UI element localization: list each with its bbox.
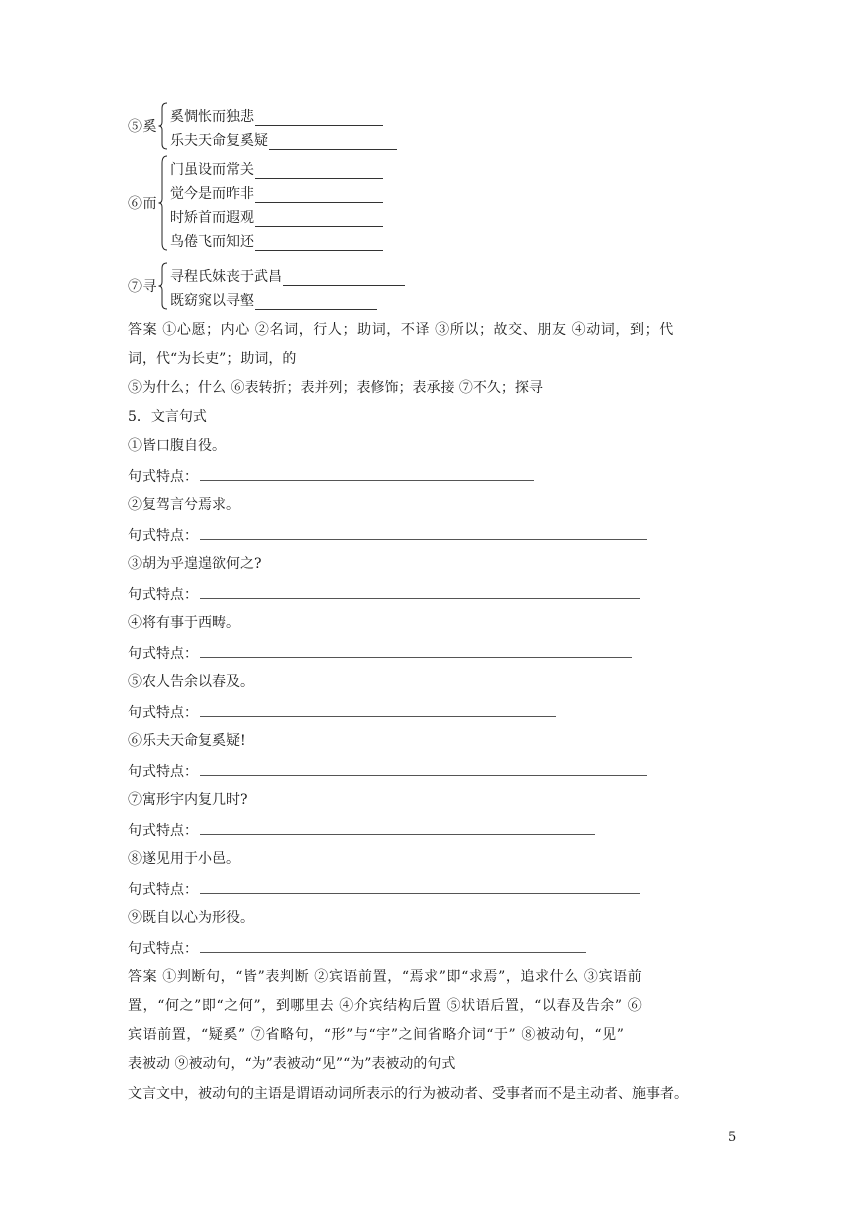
answer-blank[interactable] — [283, 269, 405, 286]
word-group-xun — [128, 262, 405, 310]
group-label: ⑦寻 — [128, 279, 157, 295]
answer-line: 宾语前置，“疑奚” ⑦省略句，“形”与“宇”之间省略介词“于” ⑧被动句，“见” — [128, 1027, 625, 1043]
group-item: 乐夫天命复奚疑 — [170, 126, 397, 150]
answer-line: 答案 ①心愿；内心 ②名词，行人；助词，不译 ③所以；故交、朋友 ④动词，到；代 — [128, 322, 674, 338]
answer-rule[interactable] — [200, 879, 640, 894]
question: ⑨既自以心为形役。 — [128, 910, 254, 926]
answer-rule[interactable] — [200, 584, 640, 599]
answer-line: 答案 ①判断句，“皆”表判断 ②宾语前置，“焉求”即“求焉”，追求什么 ③宾语前 — [128, 969, 643, 985]
group-item: 既窈窕以寻壑 — [170, 286, 405, 310]
feature-line: 句式特点： — [128, 761, 647, 782]
answer-rule[interactable] — [200, 820, 595, 835]
brace-icon — [158, 155, 168, 251]
question: ⑦寓形宇内复几时? — [128, 792, 248, 808]
answer-rule[interactable] — [200, 761, 647, 776]
group-item: 门虽设而常关 — [170, 155, 383, 179]
question: ⑧遂见用于小邑。 — [128, 851, 240, 867]
answer-blank[interactable] — [255, 109, 383, 126]
answer-blank[interactable] — [255, 186, 383, 203]
group-item: 时矫首而遐观 — [170, 203, 383, 227]
answer-blank[interactable] — [255, 162, 383, 179]
answer-rule[interactable] — [200, 702, 556, 717]
feature-line: 句式特点： — [128, 584, 640, 605]
feature-line: 句式特点： — [128, 879, 640, 900]
answer-blank[interactable] — [255, 293, 377, 310]
group-label: ⑥而 — [128, 196, 157, 212]
question: ①皆口腹自役。 — [128, 438, 226, 454]
question: ⑥乐夫天命复奚疑! — [128, 733, 246, 749]
note-text: 文言文中，被动句的主语是谓语动词所表示的行为被动者、受事者而不是主动者、施事者。 — [128, 1086, 688, 1102]
answer-rule[interactable] — [200, 525, 647, 540]
word-group-xi — [128, 102, 397, 150]
answer-rule[interactable] — [200, 466, 534, 481]
section-title: 5．文言句式 — [128, 409, 207, 425]
feature-line: 句式特点： — [128, 820, 595, 841]
feature-line: 句式特点： — [128, 466, 534, 487]
question: ②复驾言兮焉求。 — [128, 497, 240, 513]
answer-line: 词，代“为长吏”；助词，的 — [128, 351, 297, 367]
question: ⑤农人告余以春及。 — [128, 674, 254, 690]
answer-rule[interactable] — [200, 938, 586, 953]
group-item: 觉今是而昨非 — [170, 179, 383, 203]
group-item: 寻程氏妹丧于武昌 — [170, 262, 405, 286]
group-item: 奚惆怅而独悲 — [170, 102, 397, 126]
answer-blank[interactable] — [255, 234, 383, 251]
group-label: ⑤奚 — [128, 119, 157, 135]
answer-rule[interactable] — [200, 643, 632, 658]
answer-line: 置，“何之”即“之何”，到哪里去 ④介宾结构后置 ⑤状语后置，“以春及告余” ⑥ — [128, 998, 643, 1014]
answer-line: ⑤为什么；什么 ⑥表转折；表并列；表修饰；表承接 ⑦不久；探寻 — [128, 380, 543, 396]
answer-line: 表被动 ⑨被动句，“为”表被动“见”“为”表被动的句式 — [128, 1056, 456, 1072]
feature-line: 句式特点： — [128, 643, 632, 664]
question: ④将有事于西畴。 — [128, 615, 240, 631]
feature-line: 句式特点： — [128, 525, 647, 546]
word-group-er — [128, 155, 383, 251]
page-number: 5 — [728, 1130, 737, 1145]
feature-line: 句式特点： — [128, 702, 556, 723]
brace-icon — [158, 102, 168, 150]
feature-line: 句式特点： — [128, 938, 586, 959]
question: ③胡为乎遑遑欲何之? — [128, 556, 262, 572]
brace-icon — [158, 262, 168, 310]
group-item: 鸟倦飞而知还 — [170, 227, 383, 251]
answer-blank[interactable] — [269, 133, 397, 150]
answer-blank[interactable] — [255, 210, 383, 227]
